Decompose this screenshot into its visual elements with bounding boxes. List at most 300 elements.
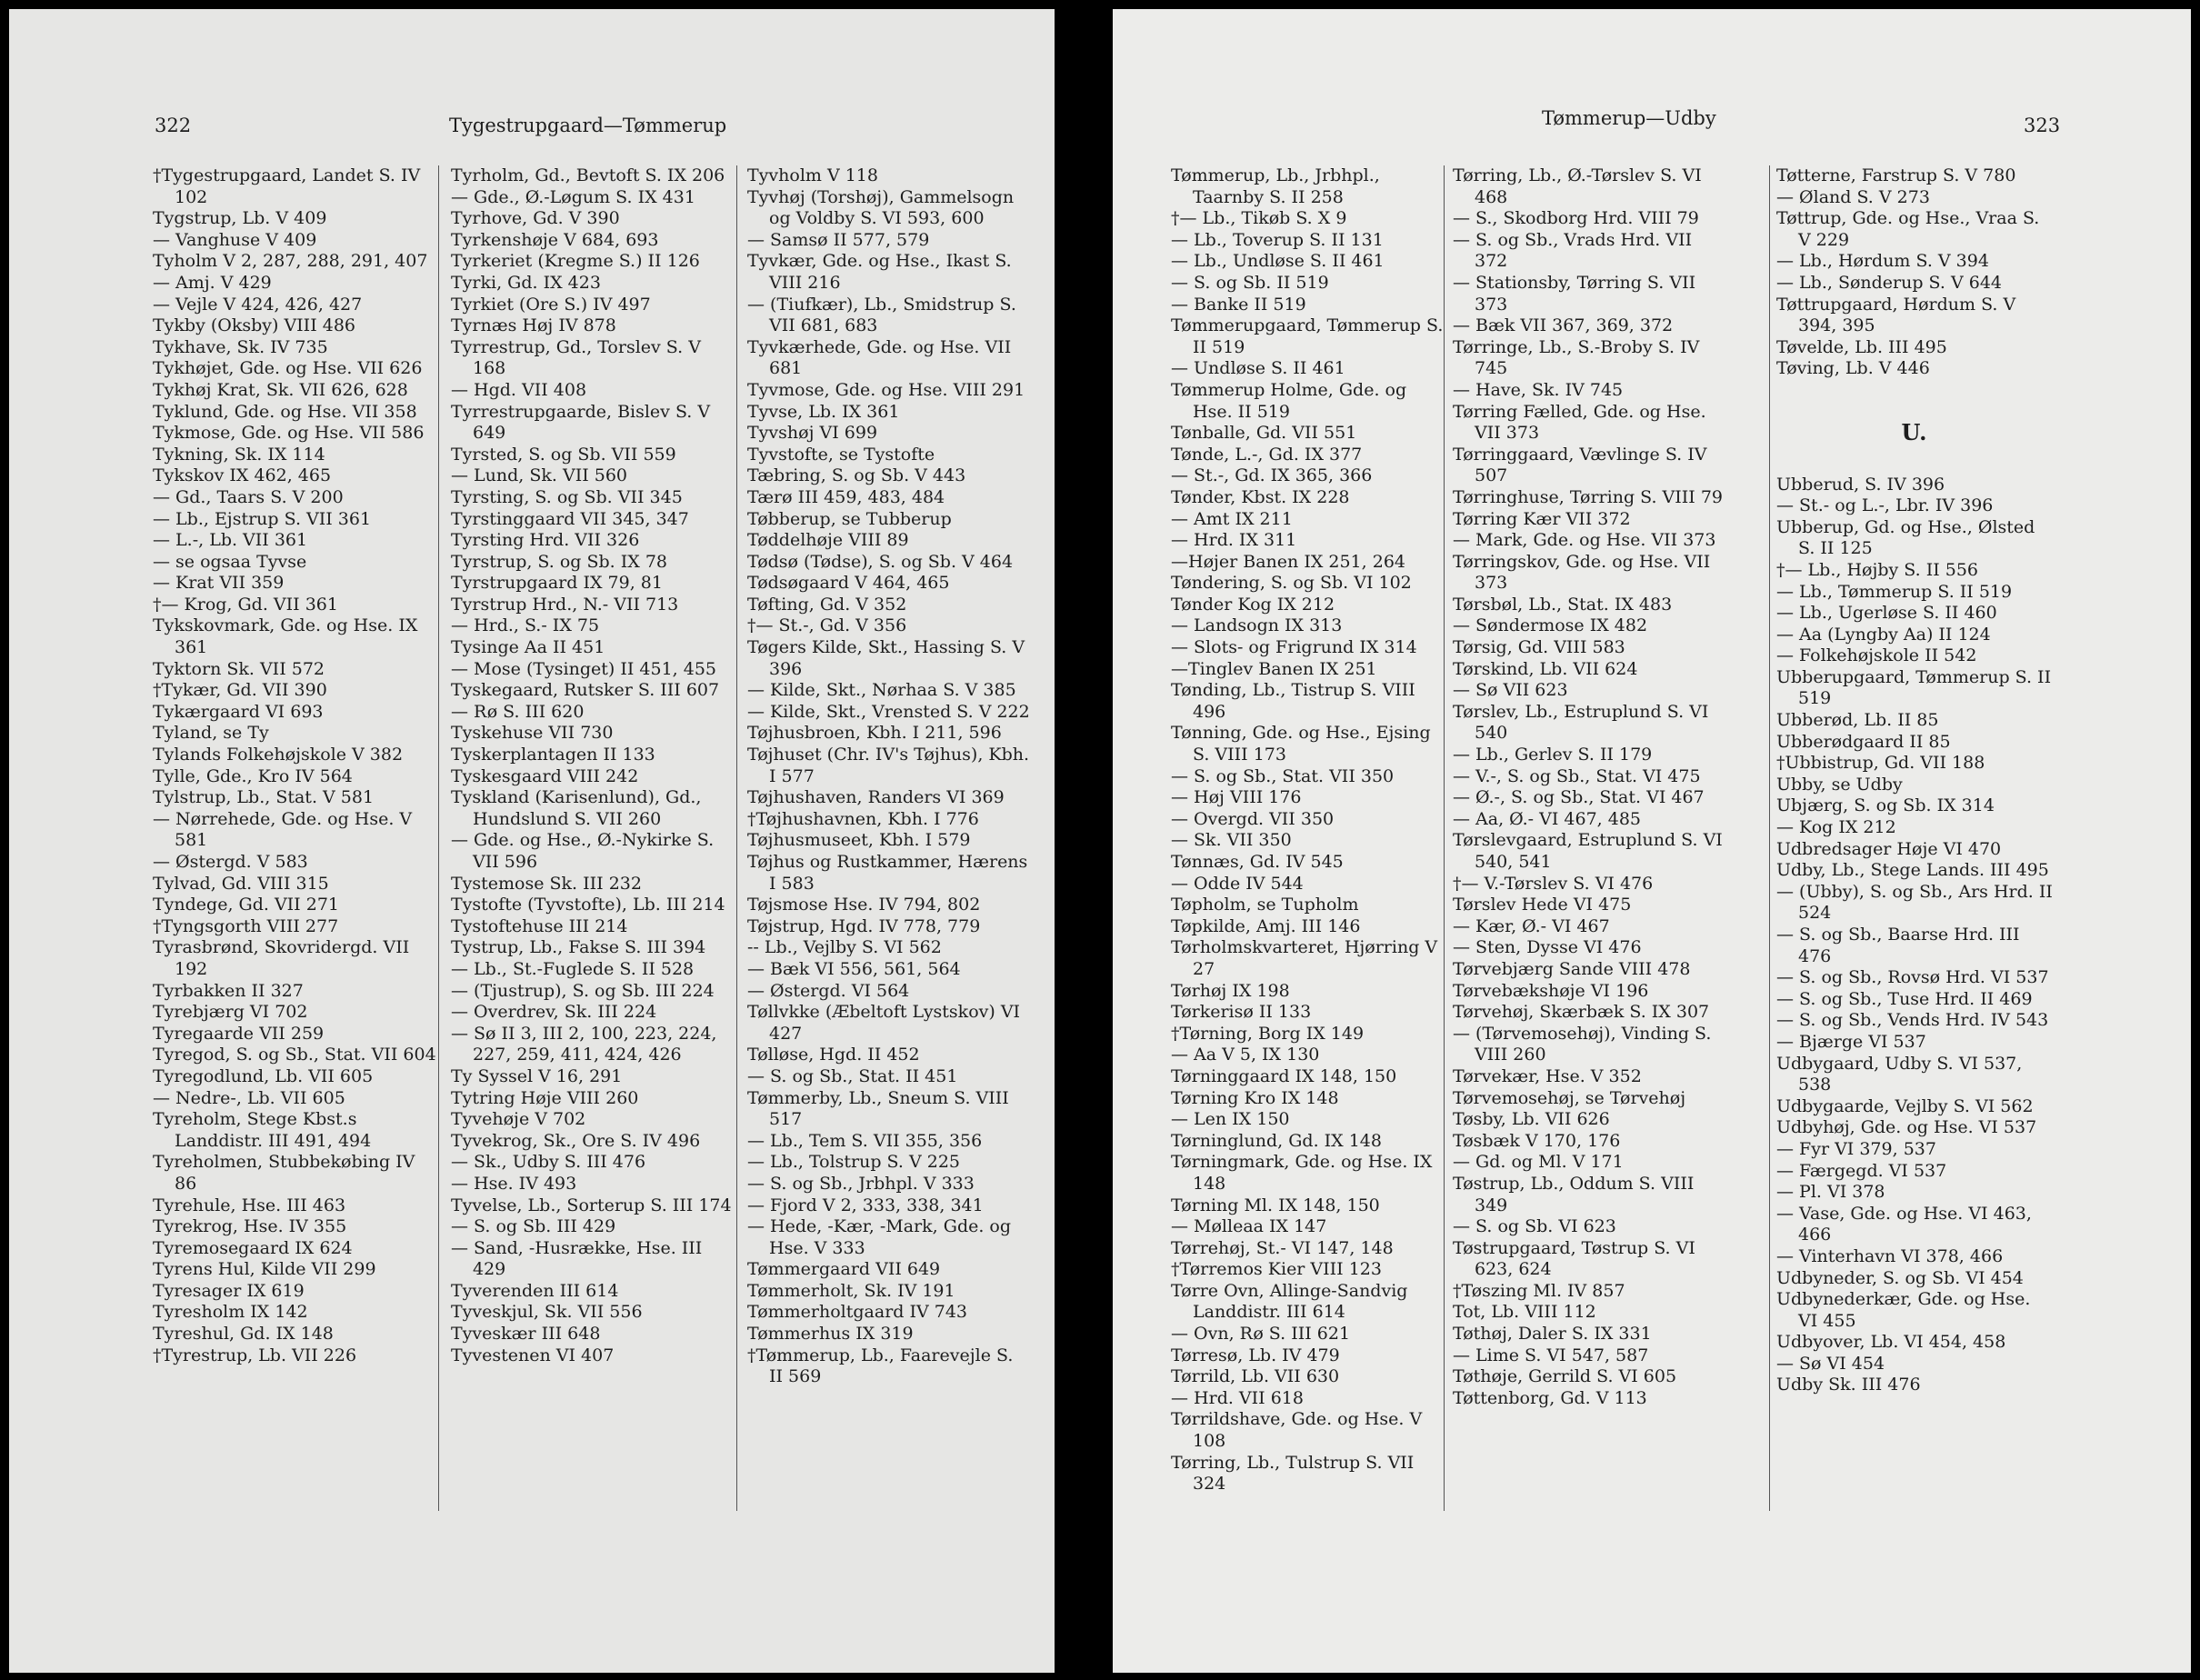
index-entry: — (Tjustrup), S. og Sb. III 224 (451, 980, 715, 1001)
index-entry: Tyregod, S. og Sb., Stat. VII 604 (153, 1045, 436, 1065)
index-entry: Tyklund, Gde. og Hse. VII 358 (153, 401, 417, 422)
index-entry: Tøjhushaven, Randers VI 369 (747, 787, 1005, 808)
index-entry: †Tykær, Gd. VII 390 (153, 680, 327, 701)
index-entry: Tyland, se Ty (153, 723, 269, 744)
index-entry: Tøjhuset (Chr. IV's Tøjhus), Kbh. I 577 (747, 745, 1030, 786)
index-entry: — Gde. og Hse., Ø.-Nykirke S. VII 596 (451, 830, 715, 872)
index-entry: †Ubbistrup, Gd. VII 188 (1776, 753, 1985, 774)
index-entry: Tørrehøj, St.- VI 147, 148 (1171, 1237, 1394, 1258)
index-entry: Tykmose, Gde. og Hse. VII 586 (153, 423, 425, 444)
entry-list (1776, 475, 2053, 1397)
index-entry: Tyresager IX 619 (153, 1280, 305, 1301)
index-entry: — Ø.-, S. og Sb., Stat. VI 467 (1453, 787, 1705, 808)
index-entry: Tønde, L.-, Gd. IX 377 (1171, 444, 1363, 465)
index-entry: Tygstrup, Lb. V 409 (153, 208, 327, 229)
entry-list (1453, 165, 1727, 1409)
index-entry: — Færgegd. VI 537 (1776, 1160, 1947, 1181)
index-entry: — Hrd. IX 311 (1171, 530, 1297, 551)
index-entry: Tyremosegaard IX 624 (153, 1237, 353, 1258)
index-entry: Tyrstinggaard VII 345, 347 (451, 508, 689, 529)
index-entry: — Bæk VII 367, 369, 372 (1453, 315, 1674, 336)
index-entry: Udby, Lb., Stege Lands. III 495 (1776, 860, 2049, 881)
index-entry: Udbyover, Lb. VI 454, 458 (1776, 1332, 2006, 1353)
index-entry: — Lb., Toverup S. II 131 (1171, 229, 1384, 250)
index-entry: Tyrkeriet (Kregme S.) II 126 (451, 251, 700, 272)
left-page (9, 9, 1055, 1673)
index-entry: Tøttenborg, Gd. V 113 (1453, 1387, 1647, 1408)
index-entry: — Lb., Ugerløse S. II 460 (1776, 603, 1997, 624)
index-entry: Tømmerupgaard, Tømmerup S. II 519 (1171, 315, 1444, 357)
index-entry: Tøsby, Lb. VII 626 (1453, 1109, 1610, 1130)
index-entry: Tyskland (Karisenlund), Gd., Hundslund S. VII 260 (451, 787, 702, 829)
index-entry: Udbredsager Høje VI 470 (1776, 838, 2002, 859)
index-entry: — Mølleaa IX 147 (1171, 1216, 1327, 1237)
index-entry: †— St.-, Gd. V 356 (747, 615, 907, 636)
index-entry: — Sø VI 454 (1776, 1353, 1885, 1374)
index-entry: Tylands Folkehøjskole V 382 (153, 745, 404, 765)
index-entry: Tørninglund, Gd. IX 148 (1171, 1130, 1382, 1151)
index-entry: — Gd. og Ml. V 171 (1453, 1152, 1624, 1173)
index-entry: Tyholm V 2, 287, 288, 291, 407 (153, 251, 428, 272)
index-entry: — Hrd., S.- IX 75 (451, 615, 600, 636)
index-entry: Tyrhove, Gd. V 390 (451, 208, 620, 229)
index-entry: Tørring, Lb., Tulstrup S. VII 324 (1171, 1452, 1415, 1495)
index-entry: Tyrekrog, Hse. IV 355 (153, 1216, 347, 1237)
index-entry: — Rø S. III 620 (451, 701, 585, 722)
index-column-1 (153, 165, 436, 1366)
index-column-2 (1453, 165, 1727, 1409)
index-entry: Tømmerby, Lb., Sneum S. VIII 517 (747, 1087, 1009, 1130)
index-entry: Tørkerisø II 133 (1171, 1002, 1312, 1023)
index-entry: — Høj VIII 176 (1171, 787, 1302, 808)
index-entry: Tyvekrog, Sk., Ore S. IV 496 (451, 1130, 701, 1151)
index-entry: Tøjhusbroen, Kbh. I 211, 596 (747, 723, 1002, 744)
index-entry: Tøjsmose Hse. IV 794, 802 (747, 895, 981, 915)
index-entry: Tømmergaard VII 649 (747, 1259, 941, 1280)
column-rule (1769, 165, 1770, 1511)
index-entry: Tøttrupgaard, Hørdum S. V 394, 395 (1776, 294, 2016, 336)
index-entry: Tyregaarde VII 259 (153, 1023, 325, 1044)
index-entry: Tøthøje, Gerrild S. VI 605 (1453, 1366, 1677, 1387)
index-entry: Tyrehule, Hse. III 463 (153, 1195, 346, 1215)
index-entry: — Kær, Ø.- VI 467 (1453, 915, 1610, 936)
index-entry: Tøpkilde, Amj. III 146 (1171, 915, 1361, 936)
index-entry: — Gde., Ø.-Løgum S. IX 431 (451, 186, 695, 207)
index-entry: Tyrsting Hrd. VII 326 (451, 530, 640, 551)
index-entry: Tøstrup, Lb., Oddum S. VIII 349 (1453, 1173, 1695, 1215)
index-entry: — Vejle V 424, 426, 427 (153, 294, 363, 315)
index-entry: — Lb., Tømmerup S. II 519 (1776, 581, 2013, 602)
index-entry: — S., Skodborg Hrd. VIII 79 (1453, 208, 1699, 229)
index-entry: Tystrup, Lb., Fakse S. III 394 (451, 937, 706, 958)
index-entry: Tyrrestrupgaarde, Bislev S. V 649 (451, 401, 711, 444)
index-entry: — Overgd. VII 350 (1171, 808, 1335, 829)
index-entry: Tyrholm, Gd., Bevtoft S. IX 206 (451, 165, 725, 185)
index-entry: — S. og Sb., Stat. VII 350 (1171, 765, 1395, 786)
index-entry: Tyrens Hul, Kilde VII 299 (153, 1259, 376, 1280)
index-entry: Tørre Ovn, Allinge-Sandvig Landdistr. III 614 (1171, 1280, 1408, 1323)
index-entry: Tyrasbrønd, Skovridergd. VII 192 (153, 937, 410, 979)
entry-list (1171, 165, 1444, 1495)
index-entry: Tørningmark, Gde. og Hse. IX 148 (1171, 1152, 1433, 1194)
index-entry: Tørvemosehøj, se Tørvehøj (1453, 1087, 1686, 1108)
index-entry: Tørrild, Lb. VII 630 (1171, 1366, 1340, 1387)
index-entry: — Ovn, Rø S. III 621 (1171, 1324, 1351, 1345)
index-entry: Tyreshul, Gd. IX 148 (153, 1324, 334, 1345)
index-entry: Tøvelde, Lb. III 495 (1776, 336, 1947, 357)
index-entry: — Hse. IV 493 (451, 1173, 577, 1194)
index-entry: Tømmerholtgaard IV 743 (747, 1302, 968, 1323)
index-entry: †Tygestrupgaard, Landet S. IV 102 (153, 165, 421, 207)
index-entry: Tønballe, Gd. VII 551 (1171, 423, 1357, 444)
index-entry: — Lb., Hørdum S. V 394 (1776, 251, 1989, 272)
index-entry: Tyvholm V 118 (747, 165, 878, 185)
index-entry: Tørsbøl, Lb., Stat. IX 483 (1453, 594, 1673, 615)
entry-list (153, 165, 436, 1366)
index-entry: Tyvkærhede, Gde. og Hse. VII 681 (747, 336, 1012, 379)
index-entry: Tot, Lb. VIII 112 (1453, 1302, 1596, 1323)
index-entry: Tørvebækshøje VI 196 (1453, 980, 1649, 1001)
index-entry: Tøttrup, Gde. og Hse., Vraa S. V 229 (1776, 208, 2040, 250)
index-entry: Udbynederkær, Gde. og Hse. VI 455 (1776, 1289, 2031, 1331)
index-entry: Ubberød, Lb. II 85 (1776, 710, 1939, 731)
running-head: Tømmerup—Udby (1542, 107, 1716, 129)
entry-list (1776, 165, 2053, 380)
index-entry: Tyresholm IX 142 (153, 1302, 308, 1323)
index-entry: Tørring Kær VII 372 (1453, 508, 1631, 529)
index-entry: — Lb., Undløse S. II 461 (1171, 251, 1385, 272)
index-entry: Tørrildshave, Gde. og Hse. V 108 (1171, 1409, 1423, 1452)
index-entry: Tøgers Kilde, Skt., Hassing S. V 396 (747, 637, 1025, 679)
index-entry: Tyrkenshøje V 684, 693 (451, 229, 659, 250)
index-entry: Tørsig, Gd. VIII 583 (1453, 637, 1625, 658)
index-entry: Tøpholm, se Tupholm (1171, 895, 1359, 915)
index-entry: Ubberødgaard II 85 (1776, 731, 1951, 752)
index-entry: Tønnæs, Gd. IV 545 (1171, 852, 1344, 872)
index-entry: Tyrstrupgaard IX 79, 81 (451, 573, 663, 594)
index-entry: Tytring Høje VIII 260 (451, 1087, 639, 1108)
index-entry: — Odde IV 544 (1171, 873, 1304, 894)
index-entry: Tærø III 459, 483, 484 (747, 486, 945, 507)
index-entry: Tødsø (Tødse), S. og Sb. V 464 (747, 551, 1014, 572)
index-entry: Tyrsting, S. og Sb. VII 345 (451, 486, 683, 507)
index-entry: Tyrebjærg VI 702 (153, 1002, 308, 1023)
index-entry: Tønder, Kbst. IX 228 (1171, 486, 1350, 507)
index-entry: Tøddelhøje VIII 89 (747, 530, 909, 551)
index-entry: — Landsogn IX 313 (1171, 615, 1343, 636)
index-entry: Tyrbakken II 327 (153, 980, 304, 1001)
index-entry: Tyveskær III 648 (451, 1324, 601, 1345)
index-entry: Udbyneder, S. og Sb. VI 454 (1776, 1267, 2024, 1288)
index-entry: Tørringhuse, Tørring S. VIII 79 (1453, 486, 1724, 507)
index-entry: Tyrki, Gd. IX 423 (451, 272, 601, 293)
index-entry: Tømmerholt, Sk. IV 191 (747, 1280, 955, 1301)
index-entry: — S. og Sb., Jrbhpl. V 333 (747, 1173, 975, 1194)
index-entry: Tykskov IX 462, 465 (153, 465, 332, 486)
index-entry: Tøndering, S. og Sb. VI 102 (1171, 573, 1412, 594)
index-entry: — S. og Sb. III 429 (451, 1216, 616, 1237)
index-entry: Tysinge Aa II 451 (451, 637, 605, 658)
index-entry: —Tinglev Banen IX 251 (1171, 658, 1377, 679)
index-entry: Tyreholm, Stege Kbst.s Landdistr. III 491, 494 (153, 1109, 372, 1151)
index-entry: Tykning, Sk. IX 114 (153, 444, 325, 465)
index-entry: Ubberup, Gd. og Hse., Ølsted S. II 125 (1776, 516, 2035, 559)
index-entry: — S. og Sb., Vrads Hrd. VII 372 (1453, 229, 1693, 272)
index-entry: — Hrd. VII 618 (1171, 1387, 1304, 1408)
index-entry: Udbygaarde, Vejlby S. VI 562 (1776, 1095, 2034, 1116)
index-entry: Tyndege, Gd. VII 271 (153, 895, 339, 915)
index-entry: †Tøjhushavnen, Kbh. I 776 (747, 808, 979, 829)
column-rule (1444, 165, 1445, 1511)
index-entry: Tyvhøj (Torshøj), Gammelsogn og Voldby S. VI 593, 600 (747, 186, 1015, 229)
index-entry: Tøjstrup, Hgd. IV 778, 779 (747, 915, 981, 936)
index-entry: †Tømmerup, Lb., Faarevejle S. II 569 (747, 1345, 1014, 1387)
index-entry: Udbygaard, Udby S. VI 537, 538 (1776, 1053, 2023, 1095)
index-entry: Tystofte (Tyvstofte), Lb. III 214 (451, 895, 725, 915)
index-entry: — S. og Sb., Tuse Hrd. II 469 (1776, 988, 2033, 1009)
index-entry: Tyskegaard, Rutsker S. III 607 (451, 680, 720, 701)
index-entry: Tørringe, Lb., S.-Broby S. IV 745 (1453, 336, 1700, 379)
index-entry: — Aa, Ø.- VI 467, 485 (1453, 808, 1642, 829)
index-entry: — Amj. V 429 (153, 272, 272, 293)
index-entry: — Slots- og Frigrund IX 314 (1171, 637, 1417, 658)
index-entry: †Tyrestrup, Lb. VII 226 (153, 1345, 357, 1365)
index-entry: — Sk. VII 350 (1171, 830, 1292, 851)
index-entry: Tøthøj, Daler S. IX 331 (1453, 1324, 1652, 1345)
entry-list (451, 165, 733, 1366)
index-entry: Tømmerup, Lb., Jrbhpl., Taarnby S. II 258 (1171, 165, 1380, 207)
index-entry: †Tøszing Ml. IV 857 (1453, 1280, 1625, 1301)
right-page (1113, 9, 2191, 1673)
index-entry: — Aa V 5, IX 130 (1171, 1045, 1320, 1065)
index-entry: — Hede, -Kær, -Mark, Gde. og Hse. V 333 (747, 1216, 1012, 1258)
index-entry: Tørresø, Lb. IV 479 (1171, 1345, 1340, 1365)
index-entry: Tykhave, Sk. IV 735 (153, 336, 328, 357)
index-entry: Tønding, Lb., Tistrup S. VIII 496 (1171, 680, 1415, 722)
index-entry: Tyskerplantagen II 133 (451, 745, 655, 765)
index-entry: Tørslevgaard, Estruplund S. VI 540, 541 (1453, 830, 1723, 872)
index-entry: — St.- og L.-, Lbr. IV 396 (1776, 495, 1994, 516)
index-entry: — Krat VII 359 (153, 573, 285, 594)
index-entry: Tørring, Lb., Ø.-Tørslev S. VI 468 (1453, 165, 1702, 207)
index-entry: Tylle, Gde., Kro IV 564 (153, 765, 353, 786)
index-entry: Tyreholmen, Stubbekøbing IV 86 (153, 1152, 415, 1194)
index-entry: — (Ubby), S. og Sb., Ars Hrd. II 524 (1776, 881, 2053, 924)
index-entry: Tømmerup Holme, Gde. og Hse. II 519 (1171, 379, 1407, 422)
index-entry: — Sand, -Husrække, Hse. III 429 (451, 1237, 703, 1280)
index-entry: — Nedre-, Lb. VII 605 (153, 1087, 345, 1108)
index-entry: — S. og Sb. VI 623 (1453, 1216, 1616, 1237)
index-entry: — se ogsaa Tyvse (153, 551, 307, 572)
index-entry: — Kog IX 212 (1776, 817, 1896, 838)
index-entry: Tøtterne, Farstrup S. V 780 (1776, 165, 2016, 185)
index-entry: Tyvelse, Lb., Sorterup S. III 174 (451, 1195, 732, 1215)
index-entry: — (Tørvemosehøj), Vinding S. VIII 260 (1453, 1023, 1712, 1065)
index-entry: †— V.-Tørslev S. VI 476 (1453, 873, 1654, 894)
index-entry: Tørning Ml. IX 148, 150 (1171, 1195, 1380, 1215)
index-entry: Tyverenden III 614 (451, 1280, 619, 1301)
index-entry: Tyvse, Lb. IX 361 (747, 401, 900, 422)
index-entry: — Lb., Sønderup S. V 644 (1776, 272, 2003, 293)
index-entry: Tørvebjærg Sande VIII 478 (1453, 958, 1691, 979)
index-entry: — Len IX 150 (1171, 1109, 1290, 1130)
index-entry: Tyrsted, S. og Sb. VII 559 (451, 444, 676, 465)
index-entry: — Fjord V 2, 333, 338, 341 (747, 1195, 984, 1215)
index-entry: Tystemose Sk. III 232 (451, 873, 642, 894)
index-entry: —Højer Banen IX 251, 264 (1171, 551, 1405, 572)
index-entry: Tørring Fælled, Gde. og Hse. VII 373 (1453, 401, 1706, 444)
index-column-3 (1776, 165, 2053, 1396)
index-entry: Tøjhusmuseet, Kbh. I 579 (747, 830, 971, 851)
index-entry: Tødsøgaard V 464, 465 (747, 573, 950, 594)
index-entry: Tyvkær, Gde. og Hse., Ikast S. VIII 216 (747, 251, 1012, 293)
index-entry: — Sø VII 623 (1453, 680, 1568, 701)
index-column-2 (451, 165, 733, 1366)
index-entry: Tyvmose, Gde. og Hse. VIII 291 (747, 379, 1025, 400)
index-entry: Tørslev, Lb., Estruplund S. VI 540 (1453, 701, 1709, 744)
index-entry: Ty Syssel V 16, 291 (451, 1065, 623, 1086)
column-rule (438, 165, 439, 1511)
index-entry: — S. og Sb., Rovsø Hrd. VI 537 (1776, 967, 2049, 988)
index-entry: -- Lb., Vejlby S. VI 562 (747, 937, 942, 958)
index-entry: Ubby, se Udby (1776, 774, 1903, 795)
index-entry: Tyvestenen VI 407 (451, 1345, 615, 1365)
index-entry: — Lime S. VI 547, 587 (1453, 1345, 1649, 1365)
index-column-3 (747, 165, 1031, 1388)
index-entry: Tøllvkke (Æbeltoft Lystskov) VI 427 (747, 1002, 1021, 1044)
index-entry: — Mose (Tysinget) II 451, 455 (451, 658, 717, 679)
index-column-1 (1171, 165, 1444, 1495)
index-entry: — S. og Sb., Stat. II 451 (747, 1065, 958, 1086)
index-entry: — Banke II 519 (1171, 294, 1306, 315)
index-entry: Tyskehuse VII 730 (451, 723, 614, 744)
index-entry: — Østergd. V 583 (153, 852, 308, 872)
index-entry: — Stationsby, Tørring S. VII 373 (1453, 272, 1696, 315)
index-entry: †— Krog, Gd. VII 361 (153, 594, 338, 615)
index-entry: Tyktorn Sk. VII 572 (153, 658, 325, 679)
index-entry: †— Lb., Højby S. II 556 (1776, 559, 1979, 580)
index-entry: Tyskesgaard VIII 242 (451, 765, 639, 786)
index-entry: — Pl. VI 378 (1776, 1182, 1885, 1203)
section-heading: U. (1901, 418, 1928, 445)
index-entry: — Vinterhavn VI 378, 466 (1776, 1245, 2004, 1266)
index-entry: — Lb., Tolstrup S. V 225 (747, 1152, 961, 1173)
index-entry: Tørvehøj, Skærbæk S. IX 307 (1453, 1002, 1710, 1023)
index-entry: Tyvstofte, se Tystofte (747, 444, 935, 465)
index-entry: Tykby (Oksby) VIII 486 (153, 315, 355, 336)
index-entry: — Undløse S. II 461 (1171, 358, 1345, 379)
index-entry: Tøving, Lb. V 446 (1776, 358, 1930, 379)
running-head: Tygestrupgaard—Tømmerup (449, 115, 727, 136)
index-entry: — Mark, Gde. og Hse. VII 373 (1453, 530, 1716, 551)
index-entry: — Vanghuse V 409 (153, 229, 317, 250)
index-entry: — Bjærge VI 537 (1776, 1031, 1926, 1052)
index-entry: †Tørremos Kier VIII 123 (1171, 1259, 1382, 1280)
index-entry: Tykhøj Krat, Sk. VII 626, 628 (153, 379, 408, 400)
index-entry: — Folkehøjskole II 542 (1776, 645, 1977, 666)
index-entry: — Sk., Udby S. III 476 (451, 1152, 646, 1173)
index-entry: Tølløse, Hgd. II 452 (747, 1045, 920, 1065)
index-entry: — Kilde, Skt., Nørhaa S. V 385 (747, 680, 1016, 701)
index-entry: Tystoftehuse III 214 (451, 915, 628, 936)
index-entry: Tyrrestrup, Gd., Torslev S. V 168 (451, 336, 701, 379)
page-number: 323 (2024, 115, 2061, 136)
index-entry: Tyvehøje V 702 (451, 1109, 586, 1130)
index-entry: Tørninggaard IX 148, 150 (1171, 1065, 1397, 1086)
index-entry: Tyveskjul, Sk. VII 556 (451, 1302, 643, 1323)
index-entry: — Kilde, Skt., Vrensted S. V 222 (747, 701, 1030, 722)
index-entry: Tøfting, Gd. V 352 (747, 594, 907, 615)
index-entry: — Hgd. VII 408 (451, 379, 587, 400)
index-entry: Tørning Kro IX 148 (1171, 1087, 1339, 1108)
index-entry: †— Lb., Tikøb S. X 9 (1171, 208, 1347, 229)
index-entry: Tønder Kog IX 212 (1171, 594, 1335, 615)
index-entry: — St.-, Gd. IX 365, 366 (1171, 465, 1373, 486)
index-entry: Tæbring, S. og Sb. V 443 (747, 465, 966, 486)
index-entry: Tyrstrup, S. og Sb. IX 78 (451, 551, 668, 572)
index-entry: Tyvshøj VI 699 (747, 423, 878, 444)
index-entry: — Fyr VI 379, 537 (1776, 1138, 1936, 1159)
index-entry: — Nørrehede, Gde. og Hse. V 581 (153, 808, 413, 851)
index-entry: Tørholmskvarteret, Hjørring V 27 (1171, 937, 1438, 979)
index-entry: Tykærgaard VI 693 (153, 701, 324, 722)
index-entry: Tørringskov, Gde. og Hse. VII 373 (1453, 551, 1711, 594)
index-entry: — Lb., Tem S. VII 355, 356 (747, 1130, 983, 1151)
index-entry: Ubjærg, S. og Sb. IX 314 (1776, 795, 1995, 816)
index-entry: — Søndermose IX 482 (1453, 615, 1648, 636)
index-entry: — Amt IX 211 (1171, 508, 1293, 529)
index-entry: Tykskovmark, Gde. og Hse. IX 361 (153, 615, 418, 658)
index-entry: — Overdrev, Sk. III 224 (451, 1002, 657, 1023)
index-entry: Tøbberup, se Tubberup (747, 508, 952, 529)
index-entry: — Sten, Dysse VI 476 (1453, 937, 1642, 958)
index-entry: Tyregodlund, Lb. VII 605 (153, 1065, 374, 1086)
index-entry: — Bæk VI 556, 561, 564 (747, 958, 961, 979)
column-rule (736, 165, 737, 1511)
index-entry: Tørskind, Lb. VII 624 (1453, 658, 1638, 679)
index-entry: — Lb., Ejstrup S. VII 361 (153, 508, 372, 529)
index-entry: — Lb., Gerlev S. II 179 (1453, 745, 1653, 765)
index-entry: Tørringgaard, Vævlinge S. IV 507 (1453, 444, 1707, 486)
index-entry: — S. og Sb., Vends Hrd. IV 543 (1776, 1010, 2049, 1031)
index-entry: †Tyngsgorth VIII 277 (153, 915, 339, 936)
index-entry: — S. og Sb. II 519 (1171, 272, 1329, 293)
index-entry: Tylstrup, Lb., Stat. V 581 (153, 787, 375, 808)
index-entry: — Have, Sk. IV 745 (1453, 379, 1624, 400)
index-entry: — S. og Sb., Baarse Hrd. III 476 (1776, 925, 2020, 966)
index-entry: — (Tiufkær), Lb., Smidstrup S. VII 681, 683 (747, 294, 1016, 336)
index-entry: — Øland S. V 273 (1776, 186, 1930, 207)
index-entry: — V.-, S. og Sb., Stat. VI 475 (1453, 765, 1701, 786)
entry-list (747, 165, 1031, 1388)
index-entry: Tykhøjet, Gde. og Hse. VII 626 (153, 358, 423, 379)
index-entry: — Samsø II 577, 579 (747, 229, 930, 250)
index-entry: Tøjhus og Rustkammer, Hærens I 583 (747, 852, 1028, 894)
index-entry: Tørhøj IX 198 (1171, 980, 1290, 1001)
index-entry: Udby Sk. III 476 (1776, 1375, 1921, 1395)
index-entry: Udbyhøj, Gde. og Hse. VI 537 (1776, 1117, 2037, 1138)
index-entry: — Vase, Gde. og Hse. VI 463, 466 (1776, 1203, 2032, 1245)
index-entry: — Lb., St.-Fuglede S. II 528 (451, 958, 695, 979)
page-number: 322 (155, 115, 192, 136)
index-entry: — L.-, Lb. VII 361 (153, 530, 308, 551)
index-entry: Tøsbæk V 170, 176 (1453, 1130, 1621, 1151)
index-entry: Tylvad, Gd. VIII 315 (153, 873, 329, 894)
index-entry: — Lund, Sk. VII 560 (451, 465, 628, 486)
index-entry: — Gd., Taars S. V 200 (153, 486, 344, 507)
index-entry: Tyrnæs Høj IV 878 (451, 315, 616, 336)
index-entry: Tømmerhus IX 319 (747, 1324, 914, 1345)
